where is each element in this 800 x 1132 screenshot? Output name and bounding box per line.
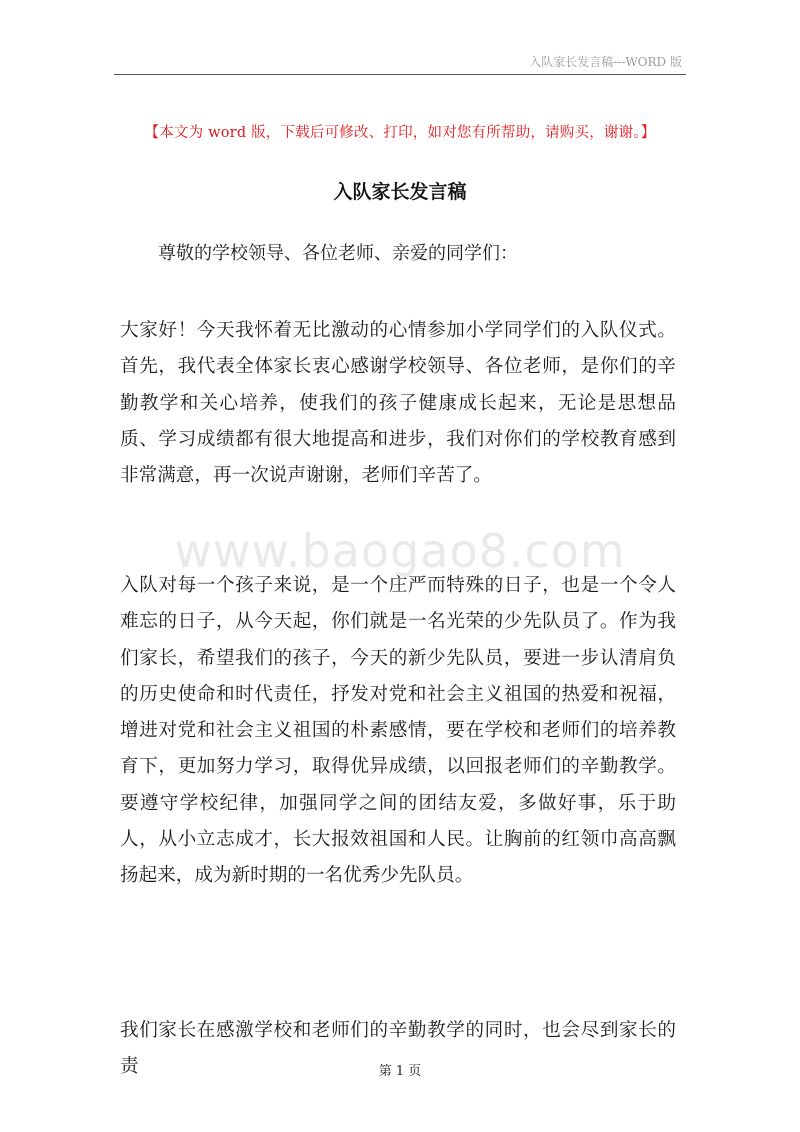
watermark: www.baogao8.com [174, 524, 626, 578]
download-notice: 【本文为 word 版，下载后可修改、打印，如对您有所帮助，请购买，谢谢。】 [144, 125, 656, 141]
body-paragraph: 大家好！今天我怀着无比激动的心情参加小学同学们的入队仪式。首先，我代表全体家长衷心感谢学校领导、各位老师，是你们的辛勤教学和关心培养，使我们的孩子健康成长起来，无论是思想品质、学习成绩都有很大地提高和进步，我们对你们的学校教育感到非常满意，再一次说声谢谢，老师们辛苦了。 [120, 320, 676, 487]
running-header: 入队家长发言稿---WORD 版 [529, 55, 682, 69]
header-divider [114, 74, 686, 75]
page-number: 第 1 页 [378, 1064, 422, 1079]
body-paragraph: 我们家长在感激学校和老师们的辛勤教学的同时，也会尽到家长的责 [120, 1020, 676, 1078]
salutation: 尊敬的学校领导、各位老师、亲爱的同学们： [158, 243, 518, 264]
document-title: 入队家长发言稿 [333, 181, 467, 203]
body-paragraph: 入队对每一个孩子来说，是一个庄严而特殊的日子，也是一个令人难忘的日子，从今天起，你们就是一名光荣的少先队员了。作为我们家长，希望我们的孩子，今天的新少先队员，要进一步认清肩负的历史使命和时代责任，抒发对党和社会主义祖国的热爱和祝福，增进对党和社会主义祖国的朴素感情，要在学校和老师们的培养教育下，更加努力学习，取得优异成绩，以回报老师们的辛勤教学。要遵守学校纪律，加强同学之间的团结友爱，多做好事，乐于助人，从小立志成才，长大报效祖国和人民。让胸前的红领巾高高飘扬起来，成为新时期的一名优秀少先队员。 [120, 575, 676, 887]
